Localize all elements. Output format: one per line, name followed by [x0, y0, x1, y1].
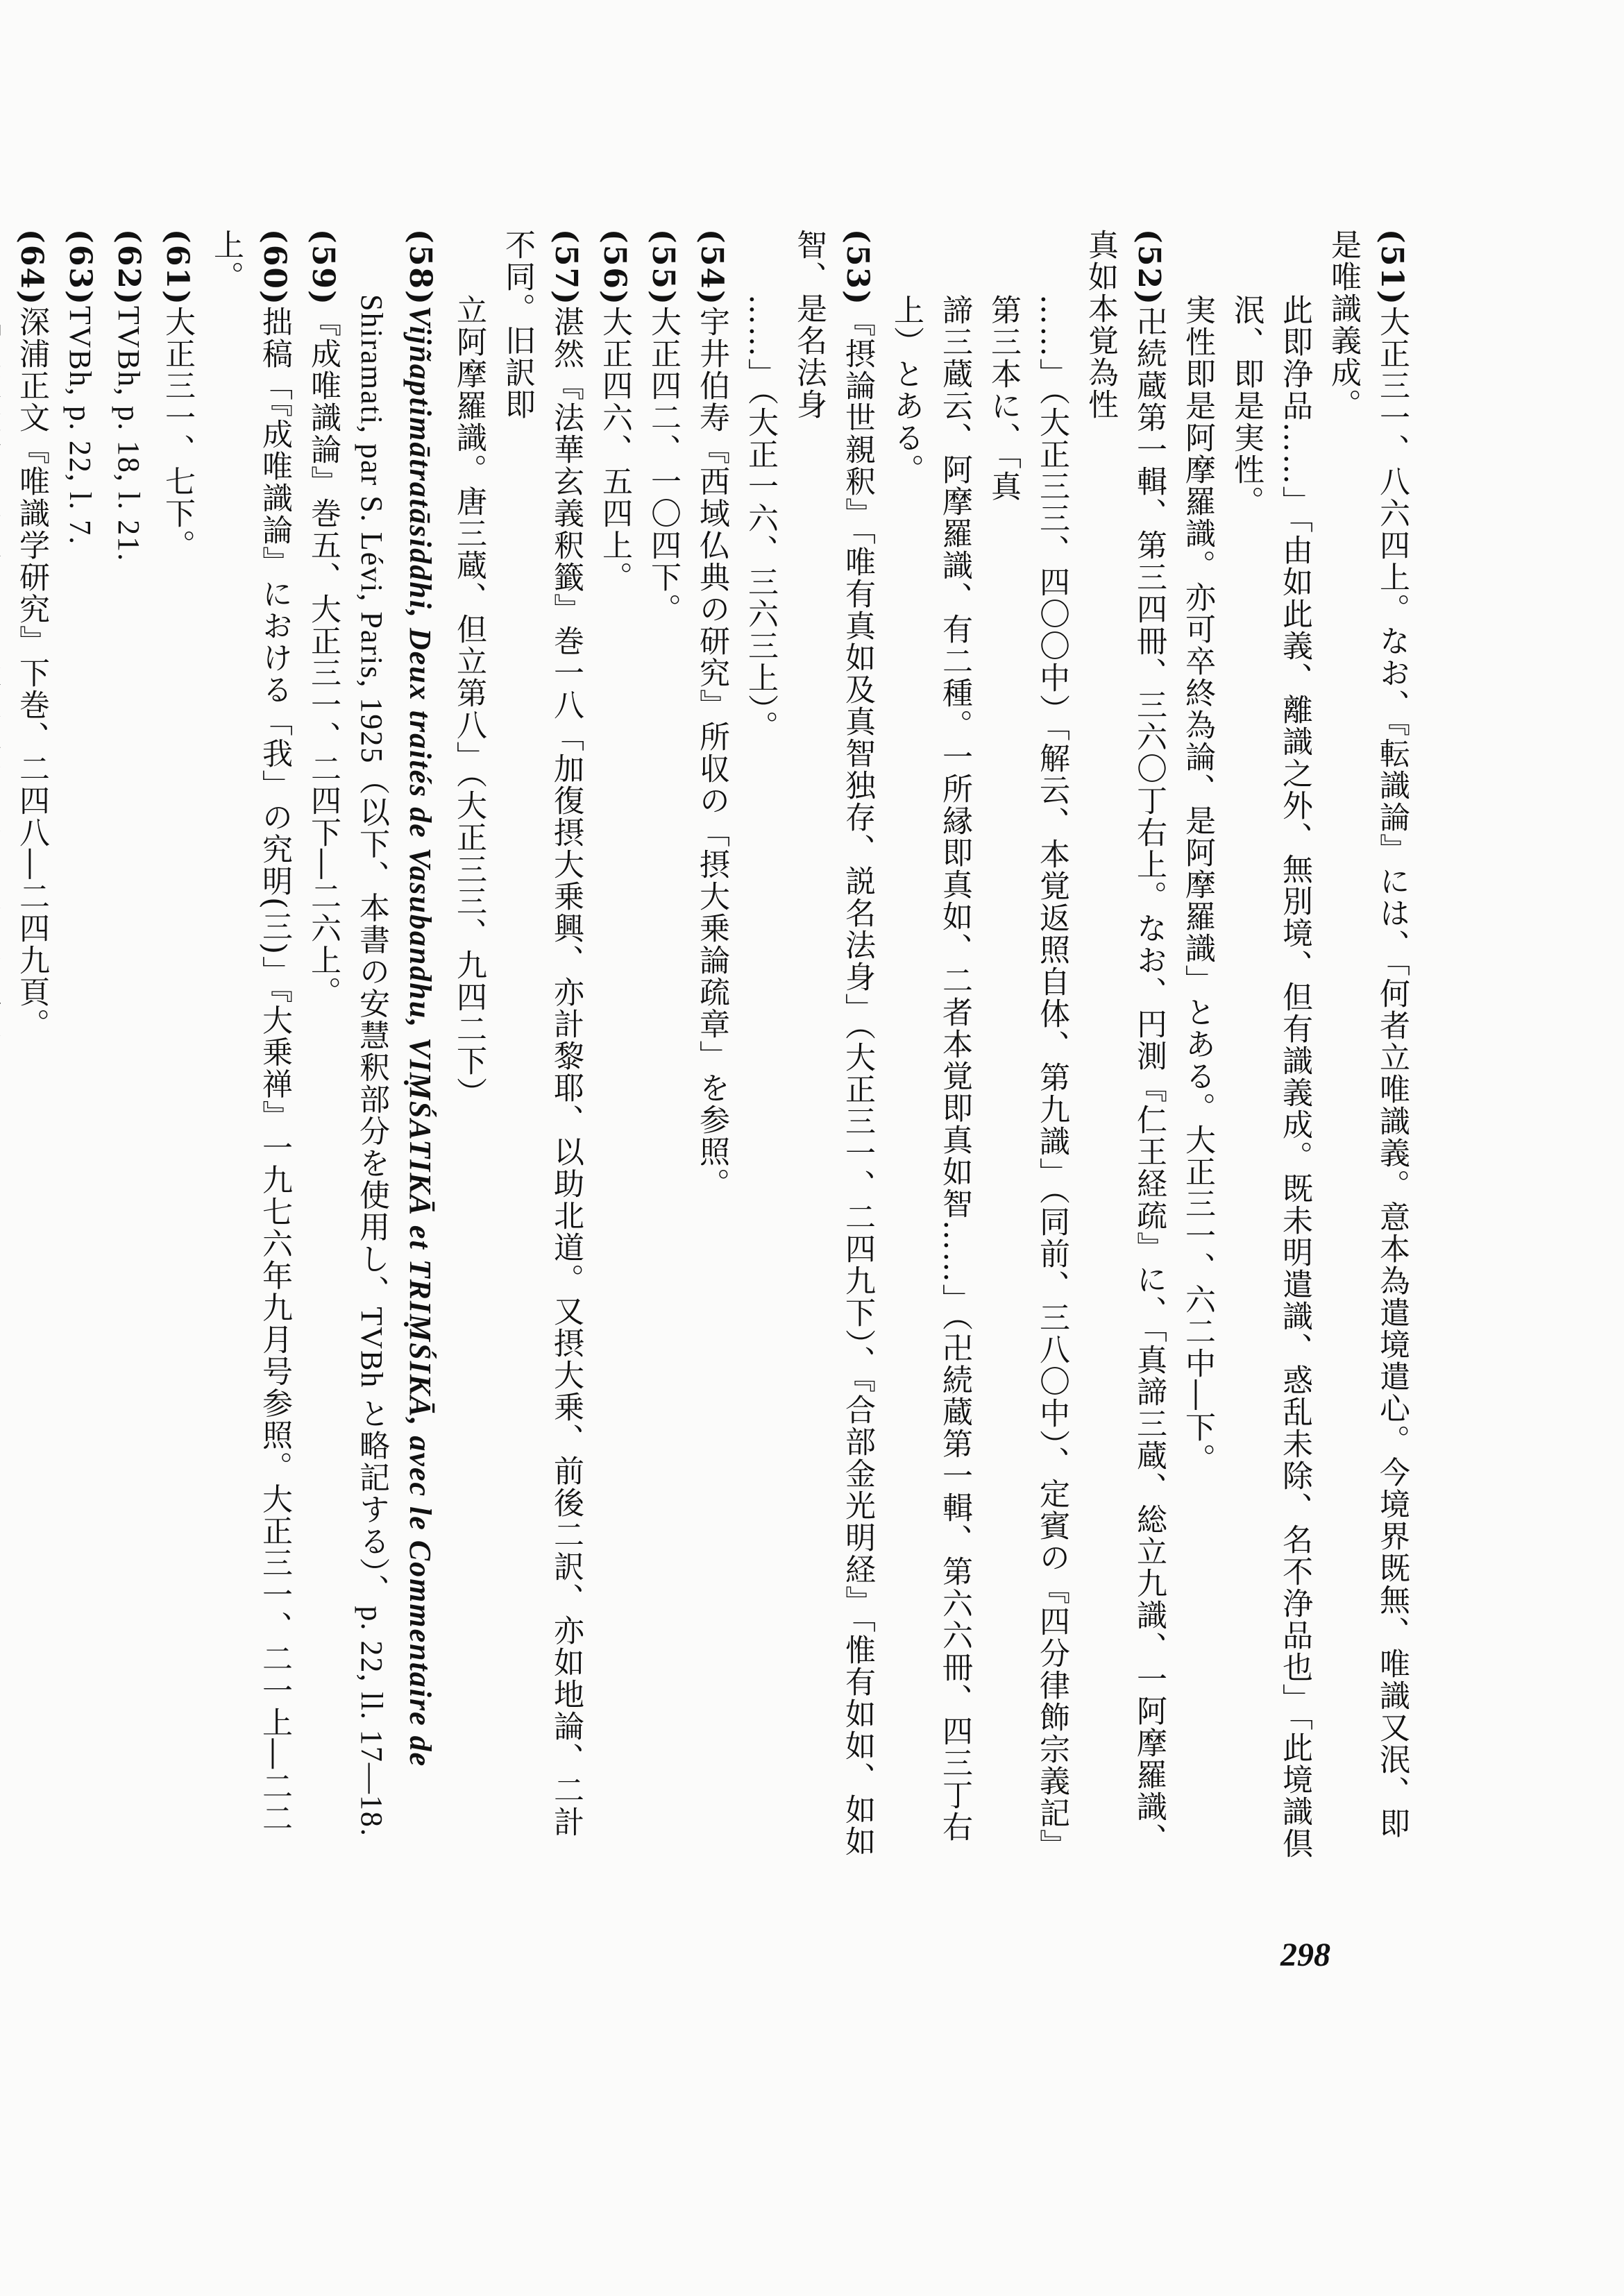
note-line: 『成唯識論』巻五、大正三一、二四下―二六上。	[305, 305, 341, 1008]
note-59	[298, 229, 347, 1866]
note-60	[201, 229, 298, 1866]
note-line: 湛然『法華玄義釈籤』巻一八「加復摂大乗興、亦計黎耶、以助北道。又摂大乗、前後二訳、亦如地論、二計不同。旧訳即	[500, 229, 584, 1838]
note-55	[638, 229, 687, 1866]
note-marker: (64)	[14, 229, 49, 306]
note-line	[0, 306, 1, 1072]
note-52-continuation: ……」（大正三三、四〇〇中）「解云、本覚返照自体、第九識」（同前、三八〇中）、定賓の『四分律飾宗義記』第三本に、「真	[986, 294, 1069, 1861]
note-marker: (63)	[62, 229, 98, 306]
note-line: TVBh, p. 22, l. 7.	[63, 305, 97, 546]
note-63	[56, 229, 104, 1866]
note-line: 大正三一、七下。	[160, 305, 195, 561]
note-line: 大正三一、八六四上。なお、『転識論』には、「何者立唯識義。意本為遣境遣心。今境界既無、唯識又泯、即是唯識義成。	[1326, 229, 1410, 1839]
note-marker: (57)	[548, 229, 584, 306]
note-marker: (53)	[840, 229, 875, 306]
note-marker: (60)	[257, 229, 292, 306]
note-56	[590, 229, 638, 1866]
note-51	[1319, 229, 1416, 1866]
book-title: Vijñaptimātratāsiddhi, Deux traités de Vasubandhu, VIṂŚATIKĀ et TRIṂŚIKĀ, avec le Commentaire de	[403, 305, 437, 1768]
note-51-continuation: 実性即是阿摩羅識。亦可卒終為論、是阿摩羅識」とある。大正三一、六二中―下。	[1180, 294, 1215, 1475]
note-53-continuation: ……」（大正一六、三六三上）。	[743, 294, 778, 742]
note-54	[687, 229, 736, 1866]
note-line: 『摂論世親釈』「唯有真如及真智独存、説名法身」（大正三一、二四九下）、『合部金光明経』「惟有如如、如如智、是名法身	[791, 229, 875, 1857]
note-line: 大正四六、五四上。	[597, 305, 632, 593]
endnotes-list	[0, 229, 1416, 1866]
note-marker: (51)	[1374, 229, 1410, 306]
note-line: 卍続蔵第一輯、第三四冊、三六〇丁右上。なお、円測『仁王経疏』に、「真諦三蔵、総立九識、一阿摩羅識、真如本覚為性	[1083, 229, 1167, 1855]
note-line: 大正四二、一〇四下。	[645, 305, 681, 625]
note-marker: (56)	[597, 229, 632, 306]
note-line: 拙稿「『成唯識論』における「我」の究明(三)」『大乗禅』一九七六年九月号参照。大正三一、二一上―二二上。	[208, 229, 292, 1835]
note-65	[0, 229, 7, 1866]
note-marker: (62)	[111, 229, 146, 306]
note-58	[396, 229, 444, 1866]
note-52-continuation: 諦三蔵云、阿摩羅識、有二種。一所縁即真如、二者本覚即真如智……」（卍続蔵第一輯、第六六冊、四三丁右上）とある。	[888, 294, 972, 1843]
note-marker	[0, 229, 1, 306]
note-61	[153, 229, 201, 1866]
note-58-continuation: Shiramati, par S. Lévi, Paris, 1925（以下、本書の安慧釈部分を使用し、TVBh と略記する）、p. 22, ll. 17—18.	[355, 294, 389, 1837]
note-marker: (58)	[403, 229, 438, 306]
note-line: 深浦正文『唯識学研究』下巻、二四八―二四九頁。	[14, 305, 49, 1040]
note-marker: (59)	[305, 229, 341, 306]
note-53	[784, 229, 881, 1866]
note-marker: (55)	[645, 229, 681, 306]
note-57	[493, 229, 590, 1866]
note-marker: (61)	[160, 229, 195, 306]
note-line: TVBh, p. 18, l. 21.	[112, 305, 146, 563]
note-64	[7, 229, 56, 1866]
note-51-continuation: 此即浄品……」「由如此義、離識之外、無別境、但有識義成。既未明遣識、惑乱未除、名不浄品也」「此境識倶泯、即是実性。	[1228, 294, 1312, 1860]
note-62	[104, 229, 153, 1866]
note-57-continuation: 立阿摩羅識。唐三蔵、但立第八」（大正三三、九四二下）	[451, 294, 487, 1109]
note-marker: (54)	[694, 229, 729, 306]
page-number: 298	[1280, 1937, 1330, 1973]
note-52	[1076, 229, 1173, 1866]
note-line: 宇井伯寿『西域仏典の研究』所収の「摂大乗論疏章」を参照。	[694, 305, 729, 1200]
note-marker: (52)	[1131, 229, 1167, 306]
